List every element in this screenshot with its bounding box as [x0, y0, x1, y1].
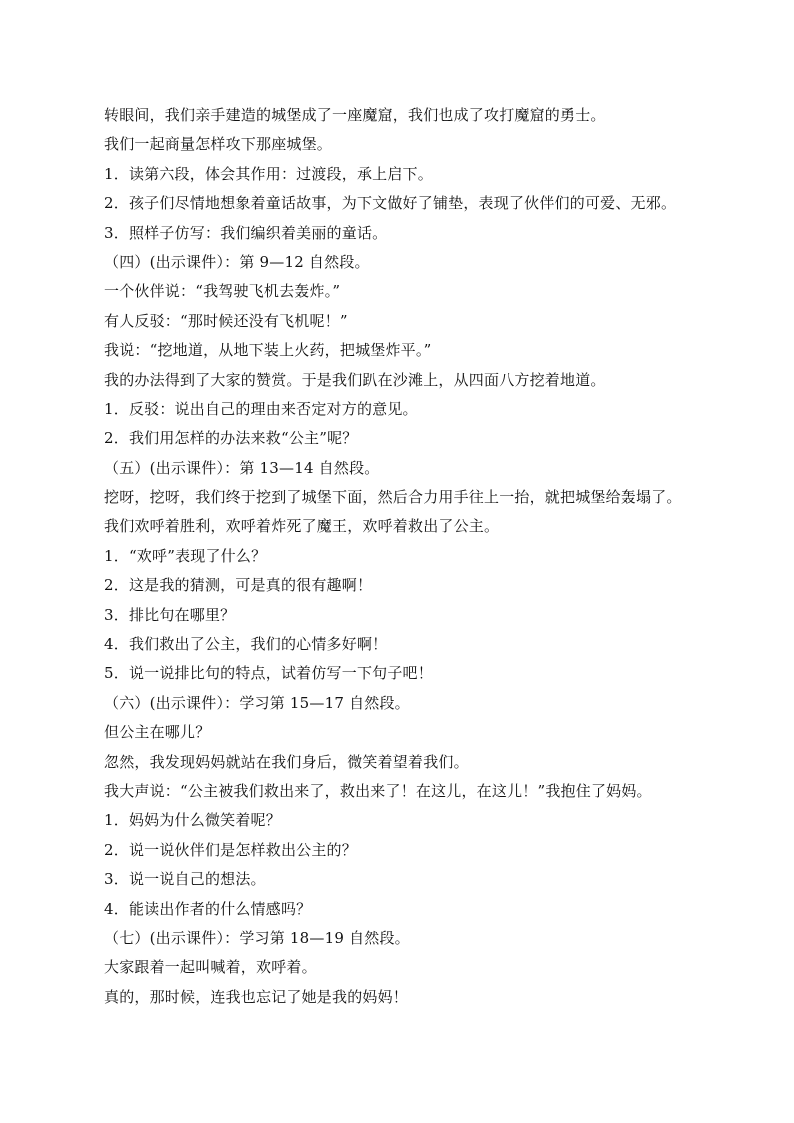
document-body: [104, 101, 704, 1012]
text-line: 2．说一说伙伴们是怎样救出公主的？: [104, 840, 357, 859]
text-line: 1．读第六段，体会其作用：过渡段，承上启下。: [104, 164, 433, 183]
text-line: 3．说一说自己的想法。: [104, 870, 266, 889]
text-line: 1．反驳：说出自己的理由来否定对方的意见。: [104, 399, 418, 418]
text-line: 有人反驳：“那时候还没有飞机呢！”: [104, 311, 348, 330]
text-line: 忽然，我发现妈妈就站在我们身后，微笑着望着我们。: [104, 752, 469, 771]
text-line: 4．能读出作者的什么情感吗？: [104, 899, 312, 918]
text-line: 我们欢呼着胜利，欢呼着炸死了魔王，欢呼着救出了公主。: [104, 517, 500, 536]
text-line: 我说：“挖地道，从地下装上火药，把城堡炸平。”: [104, 341, 432, 360]
text-line: 一个伙伴说：“我驾驶飞机去轰炸。”: [104, 282, 341, 301]
text-line: 我们一起商量怎样攻下那座城堡。: [104, 135, 333, 154]
section-heading: （五）(出示课件）：第 13—14 自然段。: [104, 458, 380, 477]
text-line: 我大声说：“公主被我们救出来了，救出来了！在这儿，在这儿！”我抱住了妈妈。: [104, 781, 652, 800]
text-line: 但公主在哪儿？: [104, 723, 211, 742]
text-line: 大家跟着一起叫喊着，欢呼着。: [104, 958, 317, 977]
text-line: 2．这是我的猜测，可是真的很有趣啊！: [104, 576, 373, 595]
text-line: 2．孩子们尽情地想象着童话故事，为下文做好了铺垫，表现了伙伴们的可爱、无邪。: [104, 194, 677, 213]
text-line: 3．照样子仿写：我们编织着美丽的童话。: [104, 223, 388, 242]
text-line: 我的办法得到了大家的赞赏。于是我们趴在沙滩上，从四面八方挖着地道。: [104, 370, 606, 389]
text-line: 4．我们救出了公主，我们的心情多好啊！: [104, 635, 388, 654]
text-line: 1．妈妈为什么微笑着呢？: [104, 811, 281, 830]
text-line: 1．“欢呼”表现了什么？: [104, 546, 267, 565]
section-heading: （六）(出示课件）：学习第 15—17 自然段。: [104, 693, 410, 712]
text-line: 转眼间，我们亲手建造的城堡成了一座魔窟，我们也成了攻打魔窟的勇士。: [104, 106, 606, 124]
section-heading: （七）(出示课件）：学习第 18—19 自然段。: [104, 928, 410, 947]
text-line: 真的，那时候，连我也忘记了她是我的妈妈！: [104, 987, 409, 1006]
text-line: 3．排比句在哪里？: [104, 605, 236, 624]
section-heading: （四）(出示课件）：第 9—12 自然段。: [104, 252, 370, 271]
text-line: 挖呀，挖呀，我们终于挖到了城堡下面，然后合力用手往上一抬，就把城堡给轰塌了。: [104, 488, 682, 507]
text-line: 2．我们用怎样的办法来救“公主”呢？: [104, 429, 358, 448]
text-line: 5．说一说排比句的特点，试着仿写一下句子吧！: [104, 664, 433, 683]
